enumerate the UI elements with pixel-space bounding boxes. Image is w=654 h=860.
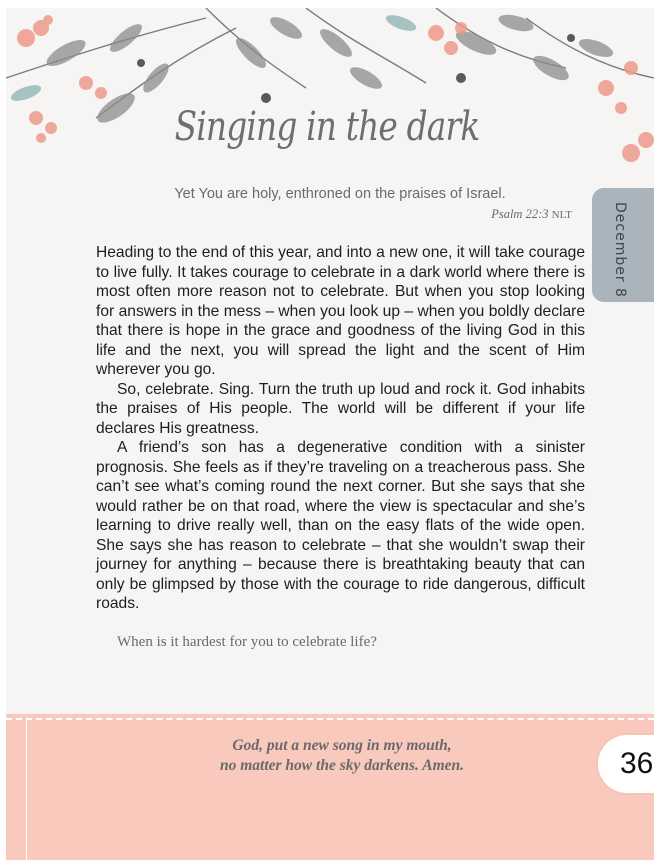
prayer-box [6,714,654,860]
page-number: 36 [620,747,654,780]
devotional-body [96,243,585,614]
prayer-line-1: God, put a new song in my mouth, [232,737,452,754]
reference-text: Psalm 22:3 [491,207,549,221]
translation-abbrev: NLT [551,209,572,221]
paragraph-2: So, celebrate. Sing. Turn the truth up loud and rock it. God inhabits the praises of His people. The world will be different if your life declares His greatness. [96,380,585,437]
paragraph-3: A friend’s son has a degenerative condition with a sinister prognosis. She feels as if they’re traveling on a treacherous pass. She can’t see what’s coming round the next corner. But she says that she would rather be on that road, where the view is spectacular and she’s learning to drive really well, than on the easy flats of the wide open. She says she has reason to celebrate – that she wouldn’t swap their journey for anything – because there is breathtaking beauty that can only be glimpsed by those with the courage to ride dangerous, difficult roads. [96,439,585,612]
prayer-text [6,736,654,776]
page-number-tab [596,733,654,795]
reflection-question: When is it hardest for you to celebrate life? [117,634,377,650]
floral-border-icon [6,8,654,183]
page-title: Singing in the dark [174,104,480,150]
date-tab [592,188,654,302]
paragraph-1: Heading to the end of this year, and into a new one, it will take courage to live fully. It takes courage to celebrate in a dark world where there is most often more reason not to celebrate. But when you stop looking for answers in the mess – when you look up – when you boldly declare that there is hope in the grace and goodness of the living God in this life and the next, you will spread the light and the scent of Him wherever you go. [96,244,585,378]
prayer-line-2: no matter how the sky darkens. Amen. [219,757,464,774]
dashed-divider [6,718,654,720]
scripture-reference [491,207,572,222]
scripture-verse: Yet You are holy, enthroned on the praises of Israel. [174,186,506,202]
date-label: December 8 [612,202,628,298]
